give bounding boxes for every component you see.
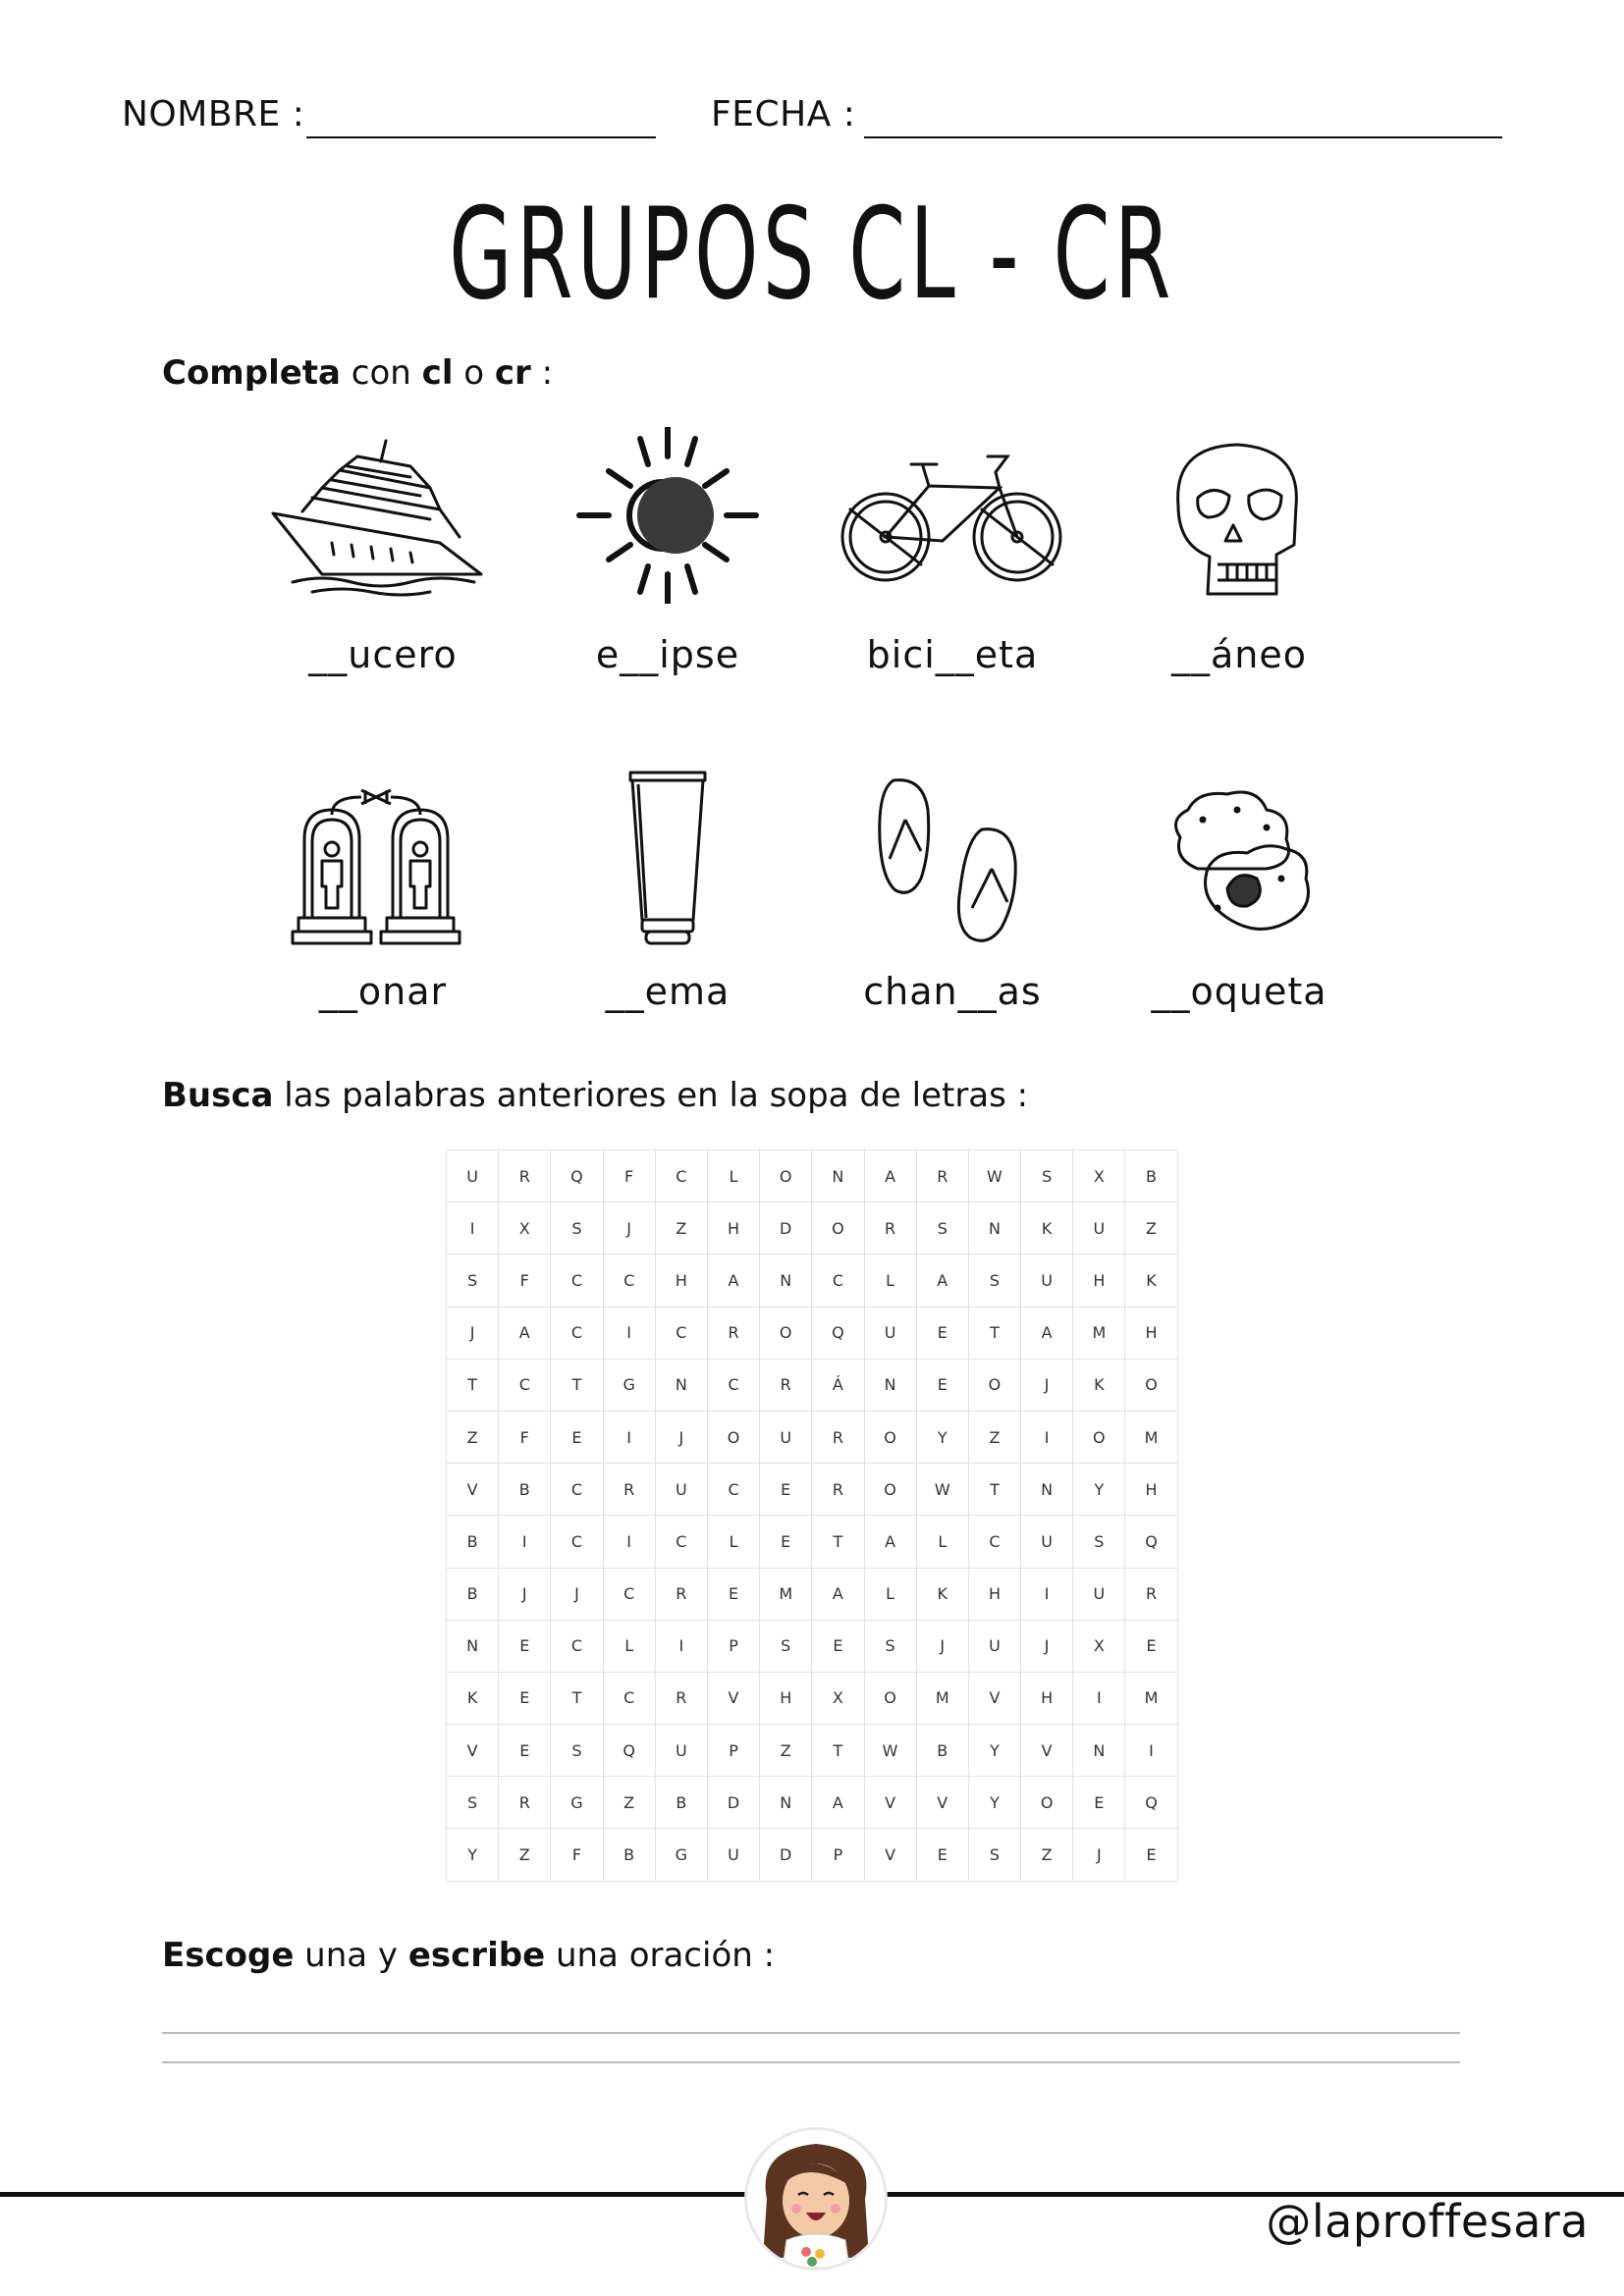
- grid-cell[interactable]: A: [499, 1308, 551, 1360]
- grid-cell[interactable]: S: [1073, 1516, 1125, 1568]
- grid-cell[interactable]: E: [1125, 1829, 1177, 1881]
- instruction-bold: cl: [421, 353, 454, 393]
- grid-cell[interactable]: P: [812, 1829, 864, 1881]
- grid-cell[interactable]: T: [551, 1673, 603, 1725]
- grid-cell[interactable]: B: [1125, 1150, 1177, 1202]
- grid-cell[interactable]: G: [604, 1360, 656, 1412]
- instruction-bold: Escoge: [162, 1936, 295, 1975]
- grid-cell[interactable]: N: [447, 1621, 499, 1673]
- grid-cell[interactable]: Y: [447, 1829, 499, 1881]
- grid-cell[interactable]: R: [499, 1777, 551, 1829]
- grid-cell[interactable]: C: [969, 1516, 1021, 1568]
- grid-cell[interactable]: L: [865, 1569, 917, 1621]
- grid-cell[interactable]: K: [1125, 1255, 1177, 1307]
- eclipse-icon: [550, 427, 785, 604]
- skull-icon: [1119, 427, 1355, 604]
- grid-cell[interactable]: M: [917, 1673, 969, 1725]
- grid-cell[interactable]: B: [447, 1569, 499, 1621]
- grid-cell[interactable]: U: [969, 1621, 1021, 1673]
- grid-cell[interactable]: B: [499, 1464, 551, 1516]
- grid-cell[interactable]: S: [865, 1621, 917, 1673]
- grid-cell[interactable]: C: [499, 1360, 551, 1412]
- instruction-text: las palabras anteriores en la sopa de letras :: [273, 1076, 1029, 1115]
- grid-cell[interactable]: J: [499, 1569, 551, 1621]
- grid-cell[interactable]: V: [708, 1673, 760, 1725]
- word-search-grid: [446, 1149, 1178, 1882]
- grid-cell[interactable]: K: [917, 1569, 969, 1621]
- grid-cell[interactable]: N: [1021, 1464, 1073, 1516]
- grid-cell[interactable]: C: [551, 1516, 603, 1568]
- grid-cell[interactable]: V: [917, 1777, 969, 1829]
- instruction-text: una oración :: [545, 1936, 776, 1975]
- grid-cell[interactable]: Z: [1021, 1829, 1073, 1881]
- grid-cell[interactable]: N: [865, 1360, 917, 1412]
- grid-cell[interactable]: H: [1125, 1464, 1177, 1516]
- grid-cell[interactable]: T: [969, 1464, 1021, 1516]
- grid-cell[interactable]: J: [604, 1202, 656, 1255]
- grid-cell[interactable]: C: [551, 1255, 603, 1307]
- grid-cell[interactable]: J: [1021, 1621, 1073, 1673]
- page-title: GRUPOS CL - CR: [449, 182, 1175, 328]
- grid-cell[interactable]: R: [499, 1150, 551, 1202]
- grid-cell[interactable]: O: [812, 1202, 864, 1255]
- grid-cell[interactable]: O: [865, 1464, 917, 1516]
- grid-cell[interactable]: M: [1125, 1412, 1177, 1464]
- grid-cell[interactable]: M: [1125, 1673, 1177, 1725]
- grid-cell[interactable]: U: [1073, 1569, 1125, 1621]
- grid-cell[interactable]: H: [656, 1255, 708, 1307]
- instruction-text: con: [341, 353, 422, 393]
- grid-cell[interactable]: N: [656, 1360, 708, 1412]
- clone-pods-icon: [263, 771, 499, 947]
- grid-cell[interactable]: M: [760, 1569, 812, 1621]
- grid-cell[interactable]: V: [1021, 1725, 1073, 1777]
- grid-cell[interactable]: V: [969, 1673, 1021, 1725]
- grid-cell[interactable]: G: [656, 1829, 708, 1881]
- name-label: NOMBRE :: [122, 94, 305, 134]
- grid-cell[interactable]: C: [708, 1464, 760, 1516]
- grid-cell[interactable]: E: [708, 1569, 760, 1621]
- grid-cell[interactable]: O: [865, 1412, 917, 1464]
- grid-cell[interactable]: C: [812, 1255, 864, 1307]
- grid-cell[interactable]: Z: [760, 1725, 812, 1777]
- grid-cell[interactable]: B: [656, 1777, 708, 1829]
- grid-cell[interactable]: O: [1073, 1412, 1125, 1464]
- instruction-bold: Completa: [162, 353, 341, 393]
- grid-cell[interactable]: A: [865, 1150, 917, 1202]
- grid-cell[interactable]: R: [708, 1308, 760, 1360]
- grid-cell[interactable]: U: [1021, 1255, 1073, 1307]
- flip-flops-icon: [835, 771, 1070, 947]
- grid-cell[interactable]: K: [1073, 1360, 1125, 1412]
- grid-cell[interactable]: C: [604, 1569, 656, 1621]
- grid-cell[interactable]: U: [1021, 1516, 1073, 1568]
- grid-cell[interactable]: N: [969, 1202, 1021, 1255]
- grid-cell[interactable]: L: [604, 1621, 656, 1673]
- grid-cell[interactable]: I: [604, 1308, 656, 1360]
- grid-cell[interactable]: E: [917, 1360, 969, 1412]
- word-blank: bici__eta: [866, 633, 1039, 676]
- grid-cell[interactable]: Z: [499, 1829, 551, 1881]
- grid-cell[interactable]: H: [1125, 1308, 1177, 1360]
- grid-cell[interactable]: Z: [604, 1777, 656, 1829]
- grid-cell[interactable]: L: [865, 1255, 917, 1307]
- grid-cell[interactable]: B: [604, 1829, 656, 1881]
- grid-cell[interactable]: S: [1021, 1150, 1073, 1202]
- grid-cell[interactable]: I: [499, 1516, 551, 1568]
- grid-cell[interactable]: W: [969, 1150, 1021, 1202]
- grid-cell[interactable]: I: [447, 1202, 499, 1255]
- word-blank: chan__as: [863, 970, 1042, 1013]
- grid-cell[interactable]: N: [760, 1777, 812, 1829]
- grid-cell[interactable]: U: [865, 1308, 917, 1360]
- grid-cell[interactable]: X: [1073, 1150, 1125, 1202]
- author-handle: @laproffesara: [1266, 2195, 1589, 2248]
- grid-cell[interactable]: E: [499, 1725, 551, 1777]
- grid-cell[interactable]: H: [969, 1569, 1021, 1621]
- grid-cell[interactable]: Q: [551, 1150, 603, 1202]
- grid-cell[interactable]: Á: [812, 1360, 864, 1412]
- grid-cell[interactable]: I: [1021, 1412, 1073, 1464]
- grid-cell[interactable]: E: [1073, 1777, 1125, 1829]
- grid-cell[interactable]: S: [447, 1777, 499, 1829]
- grid-cell[interactable]: R: [760, 1360, 812, 1412]
- grid-cell[interactable]: T: [551, 1360, 603, 1412]
- grid-cell[interactable]: Q: [604, 1725, 656, 1777]
- date-label: FECHA :: [711, 94, 856, 134]
- grid-cell[interactable]: S: [551, 1725, 603, 1777]
- grid-cell[interactable]: D: [760, 1829, 812, 1881]
- grid-cell[interactable]: C: [604, 1255, 656, 1307]
- grid-cell[interactable]: R: [865, 1202, 917, 1255]
- grid-cell[interactable]: P: [708, 1725, 760, 1777]
- grid-cell[interactable]: F: [499, 1412, 551, 1464]
- date-field[interactable]: [864, 136, 1502, 138]
- grid-cell[interactable]: F: [604, 1150, 656, 1202]
- grid-cell[interactable]: J: [1021, 1360, 1073, 1412]
- grid-cell[interactable]: R: [656, 1569, 708, 1621]
- instruction-write: [162, 1936, 775, 1975]
- grid-cell[interactable]: N: [760, 1255, 812, 1307]
- avatar: [744, 2127, 888, 2270]
- grid-cell[interactable]: M: [1073, 1308, 1125, 1360]
- grid-cell[interactable]: N: [812, 1150, 864, 1202]
- grid-cell[interactable]: C: [551, 1308, 603, 1360]
- grid-cell[interactable]: S: [969, 1829, 1021, 1881]
- grid-cell[interactable]: S: [969, 1255, 1021, 1307]
- grid-cell[interactable]: U: [1073, 1202, 1125, 1255]
- grid-cell[interactable]: P: [708, 1621, 760, 1673]
- grid-cell[interactable]: R: [1125, 1569, 1177, 1621]
- grid-cell[interactable]: H: [1021, 1673, 1073, 1725]
- grid-cell[interactable]: U: [656, 1725, 708, 1777]
- grid-cell[interactable]: C: [551, 1464, 603, 1516]
- grid-cell[interactable]: K: [447, 1673, 499, 1725]
- grid-cell[interactable]: Q: [1125, 1516, 1177, 1568]
- grid-cell[interactable]: C: [708, 1360, 760, 1412]
- grid-cell[interactable]: D: [708, 1777, 760, 1829]
- grid-cell[interactable]: S: [760, 1621, 812, 1673]
- grid-cell[interactable]: I: [1021, 1569, 1073, 1621]
- grid-cell[interactable]: X: [1073, 1621, 1125, 1673]
- word-blank: __ucero: [308, 633, 458, 676]
- grid-cell[interactable]: A: [917, 1255, 969, 1307]
- writing-line[interactable]: [162, 2061, 1460, 2063]
- instruction-bold: Busca: [162, 1076, 274, 1115]
- grid-cell[interactable]: U: [656, 1464, 708, 1516]
- word-blank: e__ipse: [595, 633, 740, 676]
- word-blank: __áneo: [1171, 633, 1307, 676]
- grid-cell[interactable]: E: [917, 1308, 969, 1360]
- grid-cell[interactable]: F: [551, 1829, 603, 1881]
- grid-cell[interactable]: E: [499, 1673, 551, 1725]
- grid-cell[interactable]: T: [969, 1308, 1021, 1360]
- cruise-ship-icon: [263, 427, 499, 604]
- grid-cell[interactable]: G: [551, 1777, 603, 1829]
- grid-cell[interactable]: J: [656, 1412, 708, 1464]
- grid-cell[interactable]: R: [812, 1412, 864, 1464]
- grid-cell[interactable]: C: [604, 1673, 656, 1725]
- grid-cell[interactable]: N: [1073, 1725, 1125, 1777]
- grid-cell[interactable]: Z: [1125, 1202, 1177, 1255]
- instruction-search: [162, 1076, 1028, 1115]
- grid-cell[interactable]: Z: [447, 1412, 499, 1464]
- grid-cell[interactable]: C: [551, 1621, 603, 1673]
- grid-cell[interactable]: X: [499, 1202, 551, 1255]
- grid-cell[interactable]: I: [1073, 1673, 1125, 1725]
- grid-cell[interactable]: V: [447, 1464, 499, 1516]
- grid-cell[interactable]: I: [604, 1516, 656, 1568]
- grid-cell[interactable]: V: [865, 1777, 917, 1829]
- grid-cell[interactable]: E: [812, 1621, 864, 1673]
- grid-cell[interactable]: F: [499, 1255, 551, 1307]
- grid-cell[interactable]: J: [1073, 1829, 1125, 1881]
- grid-cell[interactable]: H: [1073, 1255, 1125, 1307]
- grid-cell[interactable]: U: [760, 1412, 812, 1464]
- grid-cell[interactable]: O: [1021, 1777, 1073, 1829]
- grid-cell[interactable]: E: [760, 1516, 812, 1568]
- grid-cell[interactable]: A: [865, 1516, 917, 1568]
- grid-cell[interactable]: J: [447, 1308, 499, 1360]
- grid-cell[interactable]: H: [708, 1202, 760, 1255]
- word-blank: __oqueta: [1151, 970, 1327, 1013]
- grid-cell[interactable]: C: [656, 1308, 708, 1360]
- grid-cell[interactable]: Z: [969, 1412, 1021, 1464]
- grid-cell[interactable]: O: [708, 1412, 760, 1464]
- grid-cell[interactable]: S: [917, 1202, 969, 1255]
- bicycle-icon: [835, 427, 1070, 604]
- grid-cell[interactable]: Q: [812, 1308, 864, 1360]
- instruction-bold: cr: [494, 353, 531, 393]
- grid-cell[interactable]: O: [760, 1308, 812, 1360]
- grid-cell[interactable]: A: [708, 1255, 760, 1307]
- cream-tube-icon: [550, 771, 785, 947]
- grid-cell[interactable]: E: [760, 1464, 812, 1516]
- grid-cell[interactable]: T: [812, 1725, 864, 1777]
- grid-cell[interactable]: R: [812, 1464, 864, 1516]
- grid-cell[interactable]: Y: [1073, 1464, 1125, 1516]
- grid-cell[interactable]: E: [499, 1621, 551, 1673]
- instruction-text: una y: [294, 1936, 408, 1975]
- grid-cell[interactable]: Q: [1125, 1777, 1177, 1829]
- grid-cell[interactable]: U: [447, 1150, 499, 1202]
- grid-cell[interactable]: O: [760, 1150, 812, 1202]
- name-field[interactable]: [306, 136, 656, 138]
- grid-cell[interactable]: C: [656, 1150, 708, 1202]
- instruction-complete: [162, 353, 553, 393]
- grid-cell[interactable]: O: [865, 1673, 917, 1725]
- grid-cell[interactable]: O: [969, 1360, 1021, 1412]
- word-blank: __onar: [318, 970, 448, 1013]
- writing-line[interactable]: [162, 2032, 1460, 2034]
- grid-cell[interactable]: K: [1021, 1202, 1073, 1255]
- grid-cell[interactable]: L: [708, 1150, 760, 1202]
- grid-cell[interactable]: O: [1125, 1360, 1177, 1412]
- grid-cell[interactable]: T: [812, 1516, 864, 1568]
- grid-cell[interactable]: J: [551, 1569, 603, 1621]
- grid-cell[interactable]: A: [1021, 1308, 1073, 1360]
- grid-cell[interactable]: W: [917, 1464, 969, 1516]
- grid-cell[interactable]: I: [604, 1412, 656, 1464]
- grid-cell[interactable]: I: [656, 1621, 708, 1673]
- grid-cell[interactable]: Y: [917, 1412, 969, 1464]
- instruction-bold: escribe: [407, 1936, 546, 1975]
- grid-cell[interactable]: Y: [969, 1777, 1021, 1829]
- grid-cell[interactable]: S: [551, 1202, 603, 1255]
- grid-cell[interactable]: S: [447, 1255, 499, 1307]
- grid-cell[interactable]: L: [708, 1516, 760, 1568]
- grid-cell[interactable]: L: [917, 1516, 969, 1568]
- grid-cell[interactable]: B: [917, 1725, 969, 1777]
- grid-cell[interactable]: D: [760, 1202, 812, 1255]
- grid-cell[interactable]: B: [447, 1516, 499, 1568]
- grid-cell[interactable]: E: [551, 1412, 603, 1464]
- grid-cell[interactable]: E: [1125, 1621, 1177, 1673]
- grid-cell[interactable]: I: [1125, 1725, 1177, 1777]
- grid-cell[interactable]: E: [917, 1829, 969, 1881]
- grid-cell[interactable]: Y: [969, 1725, 1021, 1777]
- grid-cell[interactable]: R: [656, 1673, 708, 1725]
- grid-cell[interactable]: H: [760, 1673, 812, 1725]
- grid-cell[interactable]: R: [604, 1464, 656, 1516]
- instruction-text: :: [530, 353, 554, 393]
- grid-cell[interactable]: X: [812, 1673, 864, 1725]
- grid-cell[interactable]: V: [447, 1725, 499, 1777]
- grid-cell[interactable]: J: [917, 1621, 969, 1673]
- grid-cell[interactable]: T: [447, 1360, 499, 1412]
- grid-cell[interactable]: A: [812, 1777, 864, 1829]
- grid-cell[interactable]: A: [812, 1569, 864, 1621]
- grid-cell[interactable]: W: [865, 1725, 917, 1777]
- instruction-text: o: [453, 353, 495, 393]
- grid-cell[interactable]: Z: [656, 1202, 708, 1255]
- croquette-icon: [1119, 771, 1355, 947]
- grid-cell[interactable]: U: [708, 1829, 760, 1881]
- grid-cell[interactable]: C: [656, 1516, 708, 1568]
- grid-cell[interactable]: R: [917, 1150, 969, 1202]
- word-blank: __ema: [605, 970, 731, 1013]
- grid-cell[interactable]: V: [865, 1829, 917, 1881]
